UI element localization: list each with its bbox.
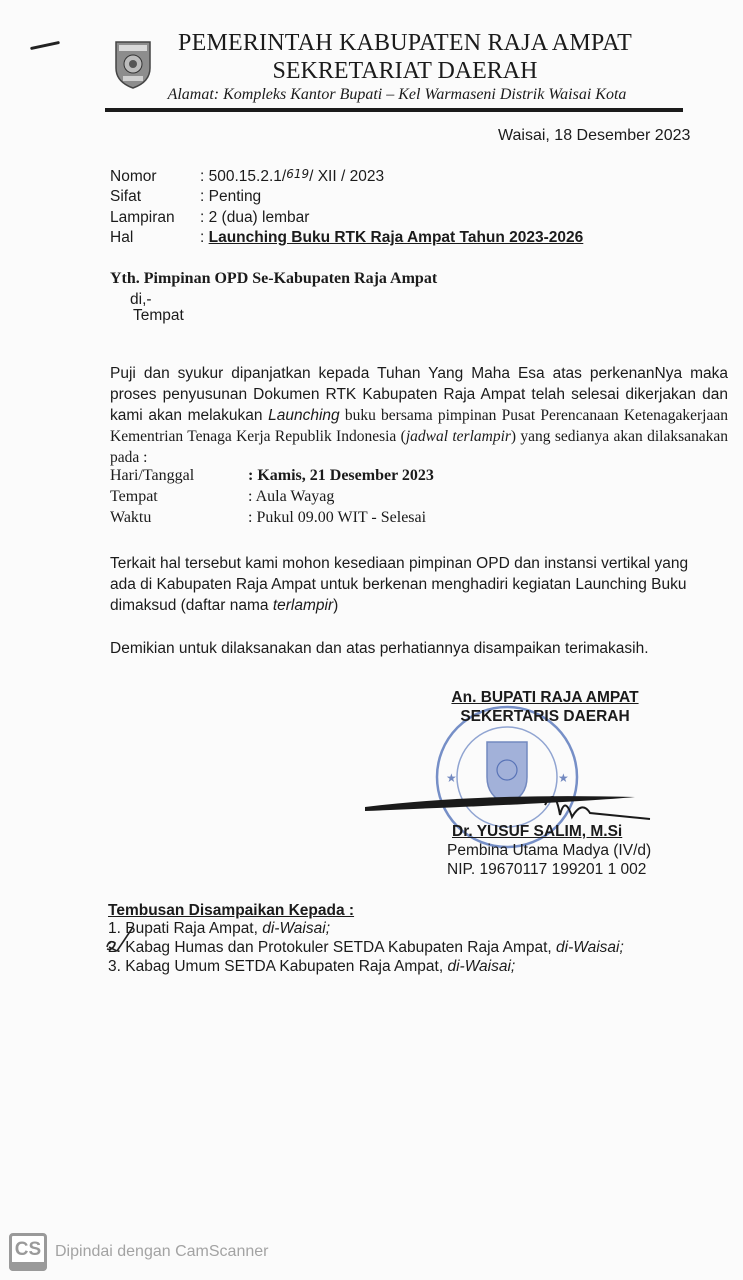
letterhead-divider (105, 108, 683, 112)
text: Puji dan syukur dipanjatkan kepada Tuhan Yang Maha Esa atas perkenanNya maka proses penyusunan Dokumen RTK Kabupaten Raja Ampat telah selesai dikerjakan dan kami akan melakukan (110, 365, 728, 424)
schedule-time (110, 509, 426, 527)
pen-mark (30, 41, 60, 50)
meta-label: Nomor (110, 168, 157, 185)
meta-value: : Penting (200, 188, 262, 205)
letterhead-title: PEMERINTAH KABUPATEN RAJA AMPAT (178, 30, 632, 56)
camscanner-logo-icon (9, 1233, 47, 1271)
letterhead-address: Alamat: Kompleks Kantor Bupati – Kel Warmaseni Distrik Waisai Kota (167, 86, 627, 103)
schedule-place (110, 488, 334, 506)
meta-colon: : (200, 229, 209, 246)
schedule-value: : Kamis, 21 Desember 2023 (248, 467, 434, 484)
signatory-name: Dr. YUSUF SALIM, M.Si (452, 823, 623, 840)
letter-date: Waisai, 18 Desember 2023 (498, 127, 691, 144)
cc-suffix: di-Waisai; (447, 958, 516, 975)
cc-suffix: di-Waisai; (556, 939, 624, 956)
svg-text:★: ★ (558, 771, 569, 785)
schedule-value: : Aula Wayag (248, 488, 335, 505)
body-paragraph-3: Demikian untuk dilaksanakan dan atas perhatiannya disampaikan terimakasih. (110, 640, 649, 657)
schedule-value: : Pukul 09.00 WIT - Selesai (248, 509, 427, 526)
camscanner-watermark: Dipindai dengan CamScanner (55, 1243, 269, 1260)
text: buku bersama pimpinan Pusat Perencanaan Ketenagakerjaan Kementrian Tenaga Kerja Republik Indonesia ( (110, 407, 728, 445)
coat-of-arms-icon (113, 38, 153, 90)
meta-label: Sifat (110, 188, 142, 205)
text: ) (333, 597, 339, 614)
text-italic: terlampir (272, 597, 334, 614)
body-paragraph-1 (110, 363, 728, 468)
body-paragraph-2 (110, 553, 710, 616)
text-italic: Launching (268, 407, 340, 424)
schedule-label: Tempat (110, 488, 158, 505)
camscanner-logo-text: CS (14, 1239, 42, 1260)
meta-value: : 500.15.2.1/ (200, 168, 287, 185)
text: ) yang sedianya akan dilaksanakan pada : (110, 428, 728, 466)
cc-title: Tembusan Disampaikan Kepada : (108, 902, 355, 919)
text: Terkait hal tersebut kami mohon kesediaan pimpinan OPD dan instansi vertikal yang ada di Kabupaten Raja Ampat untuk berkenan menghadiri kegiatan Launching Buku dimaksud (daftar nama (110, 555, 689, 614)
svg-text:★: ★ (446, 771, 457, 785)
signatory-office: SEKERTARIS DAERAH (460, 708, 630, 725)
handwritten-check-icon (103, 921, 143, 955)
schedule-label: Hari/Tanggal (110, 467, 195, 484)
meta-lampiran (110, 209, 309, 227)
cc-text: Kabag Umum SETDA Kabupaten Raja Ampat, (125, 958, 448, 975)
letter-subject: Launching Buku RTK Raja Ampat Tahun 2023-2026 (208, 229, 584, 246)
recipient-di: di,- (130, 291, 152, 308)
cc-num: 1. (108, 920, 126, 937)
cc-num: 2. (108, 939, 126, 956)
schedule-date (110, 467, 434, 485)
signatory-title: An. BUPATI RAJA AMPAT (451, 689, 639, 706)
cc-suffix: di-Waisai; (262, 920, 330, 937)
schedule-label: Waktu (110, 509, 152, 526)
recipient-place: Tempat (133, 307, 184, 324)
recipient: Yth. Pimpinan OPD Se-Kabupaten Raja Ampat (110, 270, 438, 287)
meta-sifat (110, 188, 261, 206)
signatory-rank: Pembina Utama Madya (IV/d) (447, 842, 652, 859)
cc-item (108, 939, 624, 957)
cc-text: Kabag Humas dan Protokuler SETDA Kabupaten Raja Ampat, (125, 939, 557, 956)
meta-nomor (110, 167, 384, 186)
cc-item (108, 958, 515, 976)
handwritten-number: 619 (286, 167, 310, 181)
signature-block (420, 688, 670, 726)
meta-label: Lampiran (110, 209, 175, 226)
meta-value: : 2 (dua) lembar (200, 209, 310, 226)
meta-label: Hal (110, 229, 134, 246)
cc-text: Bupati Raja Ampat, (125, 920, 263, 937)
text-italic: jadwal terlampir (405, 428, 511, 445)
meta-hal (110, 229, 583, 247)
letterhead-subtitle: SEKRETARIAT DAERAH (272, 58, 538, 84)
meta-value-suffix: / XII / 2023 (309, 168, 385, 185)
signatory-nip: NIP. 19670117 199201 1 002 (447, 861, 647, 878)
cc-num: 3. (108, 958, 126, 975)
